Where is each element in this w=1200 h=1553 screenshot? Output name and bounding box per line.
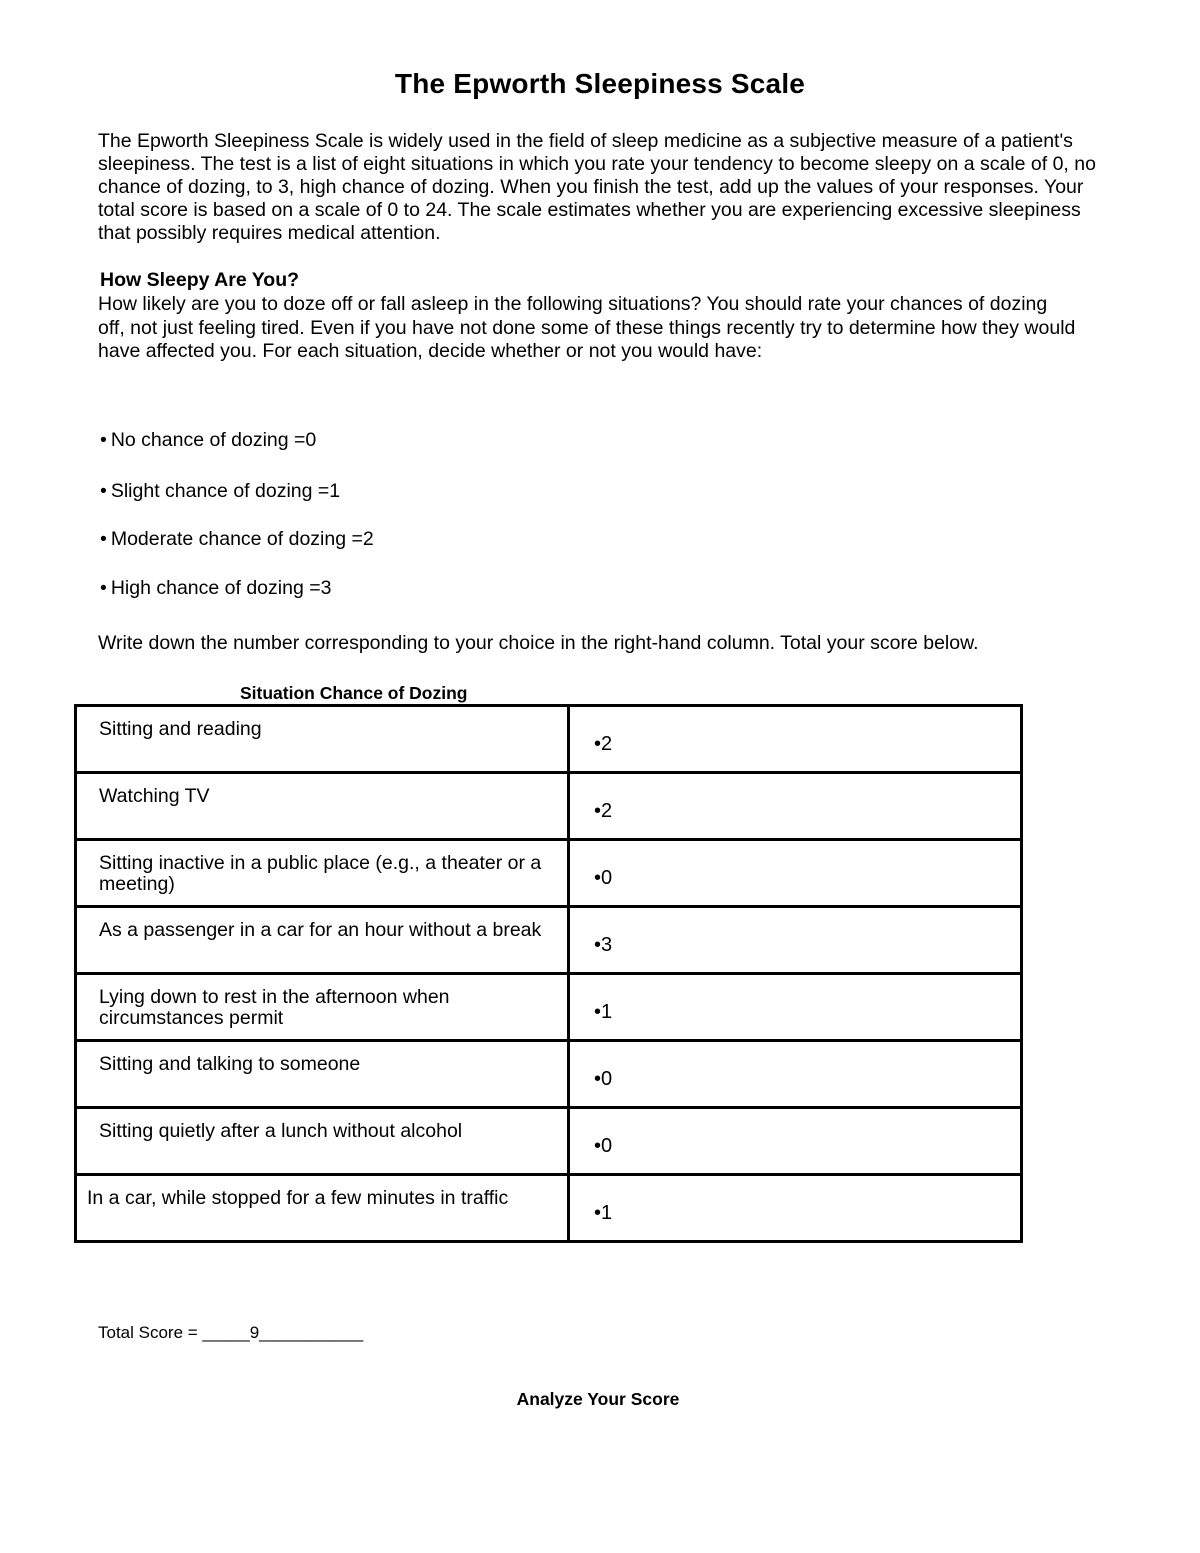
scale-item-label: Moderate chance of dozing =2 [110, 528, 374, 550]
scale-item [100, 429, 316, 452]
scale-item [100, 577, 331, 600]
scale-item-label: Slight chance of dozing =1 [110, 480, 341, 502]
scale-item-label: No chance of dozing =0 [110, 429, 317, 451]
bullet-icon: • [100, 480, 107, 502]
score-cell[interactable]: •3 [569, 907, 1022, 974]
table-row [76, 706, 1022, 773]
table-row [76, 1108, 1022, 1175]
bullet-icon: • [100, 528, 107, 550]
intro-paragraph: The Epworth Sleepiness Scale is widely used in the field of sleep medicine as a subjective measure of a patient's sleepiness. The test is a list of eight situations in which you rate your tendency to become sleepy on a scale of 0, no chance of dozing, to 3, high chance of dozing. When you finish the test, add up the values of your responses. Your total score is based on a scale of 0 to 24. The scale estimates whether you are experiencing excessive sleepiness that possibly requires medical attention. [98, 130, 1096, 244]
score-cell[interactable]: •0 [569, 840, 1022, 907]
score-cell[interactable]: •0 [569, 1041, 1022, 1108]
score-cell[interactable]: •1 [569, 974, 1022, 1041]
score-cell[interactable]: •1 [569, 1175, 1022, 1242]
scale-item [100, 480, 340, 503]
table-row [76, 907, 1022, 974]
table-row [76, 840, 1022, 907]
situation-cell: Sitting quietly after a lunch without alcohol [76, 1108, 569, 1175]
section-heading: How Sleepy Are You? [100, 269, 300, 291]
instruction-text: Write down the number corresponding to your choice in the right-hand column. Total your score below. [98, 632, 979, 654]
situation-cell: As a passenger in a car for an hour without a break [76, 907, 569, 974]
score-cell[interactable]: •2 [569, 773, 1022, 840]
section-body: How likely are you to doze off or fall asleep in the following situations? You should rate your chances of dozing off, not just feeling tired. Even if you have not done some of these things recently try to determine how they would have affected you. For each situation, decide whether or not you would have: [98, 293, 1076, 362]
total-score: Total Score = _____9___________ [98, 1323, 364, 1342]
table-row [76, 773, 1022, 840]
table-row [76, 1175, 1022, 1242]
score-cell[interactable]: •0 [569, 1108, 1022, 1175]
situation-cell: Lying down to rest in the afternoon when circumstances permit [76, 974, 569, 1041]
situation-cell: Sitting and talking to someone [76, 1041, 569, 1108]
score-cell[interactable]: •2 [569, 706, 1022, 773]
situation-cell: Sitting and reading [76, 706, 569, 773]
situation-cell: In a car, while stopped for a few minutes in traffic [76, 1175, 569, 1242]
scale-item [100, 528, 374, 551]
bullet-icon: • [100, 429, 107, 451]
dozing-table [74, 704, 1023, 1243]
situation-cell: Sitting inactive in a public place (e.g., a theater or a meeting) [76, 840, 569, 907]
scale-item-label: High chance of dozing =3 [110, 577, 332, 599]
table-header: Situation Chance of Dozing [240, 683, 468, 703]
situation-cell: Watching TV [76, 773, 569, 840]
page-title: The Epworth Sleepiness Scale [394, 68, 806, 99]
bullet-icon: • [100, 577, 107, 599]
analyze-heading: Analyze Your Score [516, 1389, 680, 1409]
table-row [76, 974, 1022, 1041]
table-row [76, 1041, 1022, 1108]
